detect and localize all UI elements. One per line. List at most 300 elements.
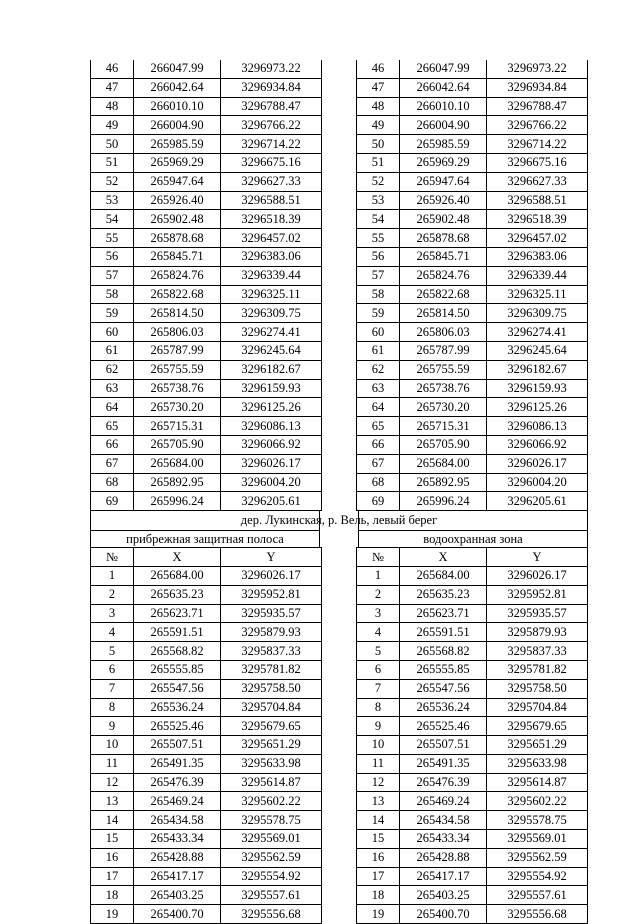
x-coordinate-cell: 265892.95 <box>134 473 221 492</box>
point-number-cell: 48 <box>357 97 400 116</box>
x-coordinate-cell: 265417.17 <box>134 867 221 886</box>
table-row <box>357 435 588 454</box>
y-coordinate-cell: 3296086.13 <box>221 417 322 436</box>
y-coordinate-cell: 3295758.50 <box>487 679 588 698</box>
table-row <box>91 660 322 679</box>
table-row <box>91 379 322 398</box>
header-row <box>91 548 322 567</box>
top-right-table <box>356 60 588 511</box>
point-number-cell: 3 <box>91 604 134 623</box>
x-coordinate-cell: 265738.76 <box>400 379 487 398</box>
point-number-cell: 64 <box>91 398 134 417</box>
y-coordinate-cell: 3296973.22 <box>221 60 322 78</box>
x-coordinate-cell: 265428.88 <box>134 848 221 867</box>
table-row <box>91 285 322 304</box>
table-row <box>357 304 588 323</box>
y-coordinate-cell: 3296325.11 <box>221 285 322 304</box>
bottom-left-table <box>90 547 322 924</box>
y-coordinate-cell: 3296627.33 <box>221 172 322 191</box>
point-number-cell: 62 <box>91 360 134 379</box>
x-coordinate-cell: 265555.85 <box>134 660 221 679</box>
x-coordinate-cell: 265635.23 <box>400 585 487 604</box>
y-coordinate-cell: 3296159.93 <box>221 379 322 398</box>
y-coordinate-cell: 3296934.84 <box>221 78 322 97</box>
point-number-cell: 58 <box>357 285 400 304</box>
x-coordinate-cell: 265755.59 <box>134 360 221 379</box>
table-row <box>357 905 588 924</box>
table-row <box>91 905 322 924</box>
x-coordinate-cell: 265738.76 <box>134 379 221 398</box>
table-row <box>357 266 588 285</box>
y-header: Y <box>221 548 322 567</box>
x-coordinate-cell: 265902.48 <box>134 210 221 229</box>
table-row <box>91 754 322 773</box>
y-coordinate-cell: 3295633.98 <box>487 754 588 773</box>
x-coordinate-cell: 265536.24 <box>134 698 221 717</box>
y-coordinate-cell: 3296205.61 <box>487 492 588 511</box>
point-number-cell: 69 <box>357 492 400 511</box>
table-row <box>357 585 588 604</box>
y-coordinate-cell: 3295837.33 <box>487 642 588 661</box>
table-row <box>91 473 322 492</box>
x-coordinate-cell: 265469.24 <box>400 792 487 811</box>
y-coordinate-cell: 3295614.87 <box>221 773 322 792</box>
x-coordinate-cell: 265491.35 <box>400 754 487 773</box>
y-coordinate-cell: 3296125.26 <box>221 398 322 417</box>
y-coordinate-cell: 3295879.93 <box>221 623 322 642</box>
x-coordinate-cell: 265635.23 <box>134 585 221 604</box>
y-coordinate-cell: 3296026.17 <box>221 566 322 585</box>
point-number-cell: 63 <box>91 379 134 398</box>
x-coordinate-cell: 265417.17 <box>400 867 487 886</box>
y-coordinate-cell: 3296086.13 <box>487 417 588 436</box>
point-number-cell: 14 <box>357 811 400 830</box>
y-coordinate-cell: 3296159.93 <box>487 379 588 398</box>
x-coordinate-cell: 266004.90 <box>134 116 221 135</box>
point-number-cell: 62 <box>357 360 400 379</box>
x-coordinate-cell: 265824.76 <box>134 266 221 285</box>
table-row <box>357 566 588 585</box>
x-coordinate-cell: 265684.00 <box>134 566 221 585</box>
x-coordinate-cell: 265433.34 <box>134 830 221 849</box>
point-number-cell: 4 <box>357 623 400 642</box>
table-row <box>91 153 322 172</box>
y-coordinate-cell: 3296973.22 <box>487 60 588 78</box>
x-coordinate-cell: 265403.25 <box>400 886 487 905</box>
y-coordinate-cell: 3296066.92 <box>487 435 588 454</box>
point-number-cell: 64 <box>357 398 400 417</box>
table-row <box>91 360 322 379</box>
point-number-cell: 49 <box>357 116 400 135</box>
y-coordinate-cell: 3296383.06 <box>221 247 322 266</box>
x-coordinate-cell: 265684.00 <box>400 566 487 585</box>
y-coordinate-cell: 3295781.82 <box>221 660 322 679</box>
table-row <box>91 454 322 473</box>
table-row <box>357 285 588 304</box>
table-row <box>91 398 322 417</box>
point-number-cell: 5 <box>357 642 400 661</box>
table-row <box>357 642 588 661</box>
table-row <box>91 736 322 755</box>
point-number-cell: 51 <box>357 153 400 172</box>
table-row <box>91 566 322 585</box>
y-coordinate-cell: 3296026.17 <box>487 454 588 473</box>
table-row <box>91 698 322 717</box>
x-coordinate-cell: 266004.90 <box>400 116 487 135</box>
table-row <box>357 379 588 398</box>
y-coordinate-cell: 3296675.16 <box>221 153 322 172</box>
x-coordinate-cell: 265822.68 <box>400 285 487 304</box>
point-number-cell: 12 <box>357 773 400 792</box>
y-coordinate-cell: 3295679.65 <box>221 717 322 736</box>
top-tables <box>90 60 588 511</box>
table-row <box>357 341 588 360</box>
point-number-cell: 15 <box>91 830 134 849</box>
table-row <box>91 717 322 736</box>
y-coordinate-cell: 3295562.59 <box>487 848 588 867</box>
x-coordinate-cell: 265787.99 <box>400 341 487 360</box>
table-row <box>91 811 322 830</box>
point-number-cell: 46 <box>91 60 134 78</box>
point-number-cell: 56 <box>91 247 134 266</box>
table-row <box>91 585 322 604</box>
point-number-cell: 8 <box>357 698 400 717</box>
table-row <box>91 210 322 229</box>
point-number-cell: 1 <box>357 566 400 585</box>
point-number-cell: 68 <box>357 473 400 492</box>
x-coordinate-cell: 265814.50 <box>134 304 221 323</box>
y-coordinate-cell: 3295556.68 <box>221 905 322 924</box>
y-coordinate-cell: 3295679.65 <box>487 717 588 736</box>
table-row <box>357 323 588 342</box>
point-number-cell: 18 <box>91 886 134 905</box>
x-coordinate-cell: 265476.39 <box>134 773 221 792</box>
y-coordinate-cell: 3295557.61 <box>221 886 322 905</box>
table-row <box>91 247 322 266</box>
point-number-cell: 56 <box>357 247 400 266</box>
x-coordinate-cell: 266010.10 <box>400 97 487 116</box>
x-coordinate-cell: 265433.34 <box>400 830 487 849</box>
y-coordinate-cell: 3295569.01 <box>487 830 588 849</box>
table-row <box>357 454 588 473</box>
table-row <box>91 792 322 811</box>
bottom-tables <box>90 547 588 924</box>
x-coordinate-cell: 265902.48 <box>400 210 487 229</box>
point-number-cell: 3 <box>357 604 400 623</box>
y-coordinate-cell: 3295651.29 <box>487 736 588 755</box>
point-number-cell: 58 <box>91 285 134 304</box>
point-number-cell: 50 <box>357 135 400 154</box>
table-row <box>357 830 588 849</box>
x-coordinate-cell: 265547.56 <box>400 679 487 698</box>
point-number-cell: 11 <box>91 754 134 773</box>
y-coordinate-cell: 3296205.61 <box>221 492 322 511</box>
table-row <box>357 229 588 248</box>
top-left-table <box>90 60 322 511</box>
x-coordinate-cell: 265715.31 <box>134 417 221 436</box>
y-coordinate-cell: 3295879.93 <box>487 623 588 642</box>
y-coordinate-cell: 3296788.47 <box>487 97 588 116</box>
table-row <box>357 60 588 78</box>
table-row <box>91 417 322 436</box>
table-row <box>357 773 588 792</box>
number-header: № <box>357 548 400 567</box>
x-coordinate-cell: 265525.46 <box>134 717 221 736</box>
y-coordinate-cell: 3295554.92 <box>221 867 322 886</box>
table-row <box>357 398 588 417</box>
table-row <box>91 97 322 116</box>
x-coordinate-cell: 265555.85 <box>400 660 487 679</box>
x-coordinate-cell: 265892.95 <box>400 473 487 492</box>
x-coordinate-cell: 265787.99 <box>134 341 221 360</box>
y-coordinate-cell: 3296245.64 <box>487 341 588 360</box>
y-header: Y <box>487 548 588 567</box>
number-header: № <box>91 548 134 567</box>
table-row <box>357 623 588 642</box>
point-number-cell: 7 <box>91 679 134 698</box>
y-coordinate-cell: 3296766.22 <box>487 116 588 135</box>
x-coordinate-cell: 266010.10 <box>134 97 221 116</box>
table-row <box>357 473 588 492</box>
y-coordinate-cell: 3295952.81 <box>487 585 588 604</box>
x-coordinate-cell: 265824.76 <box>400 266 487 285</box>
x-coordinate-cell: 265547.56 <box>134 679 221 698</box>
x-header: X <box>400 548 487 567</box>
table-row <box>91 435 322 454</box>
table-row <box>91 773 322 792</box>
point-number-cell: 17 <box>357 867 400 886</box>
point-number-cell: 60 <box>357 323 400 342</box>
table-row <box>91 172 322 191</box>
point-number-cell: 50 <box>91 135 134 154</box>
table-row <box>357 135 588 154</box>
point-number-cell: 65 <box>91 417 134 436</box>
x-coordinate-cell: 265434.58 <box>400 811 487 830</box>
table-row <box>357 97 588 116</box>
x-coordinate-cell: 265525.46 <box>400 717 487 736</box>
x-coordinate-cell: 265684.00 <box>134 454 221 473</box>
table-row <box>91 492 322 511</box>
y-coordinate-cell: 3296026.17 <box>221 454 322 473</box>
point-number-cell: 6 <box>91 660 134 679</box>
point-number-cell: 9 <box>357 717 400 736</box>
right-zone-heading: водоохранная зона <box>358 530 588 547</box>
x-coordinate-cell: 265591.51 <box>134 623 221 642</box>
table-row <box>91 848 322 867</box>
x-coordinate-cell: 265491.35 <box>134 754 221 773</box>
x-coordinate-cell: 265730.20 <box>134 398 221 417</box>
y-coordinate-cell: 3296627.33 <box>487 172 588 191</box>
table-row <box>91 867 322 886</box>
table-row <box>91 191 322 210</box>
y-coordinate-cell: 3296788.47 <box>221 97 322 116</box>
y-coordinate-cell: 3295633.98 <box>221 754 322 773</box>
point-number-cell: 17 <box>91 867 134 886</box>
point-number-cell: 13 <box>357 792 400 811</box>
y-coordinate-cell: 3296339.44 <box>487 266 588 285</box>
table-row <box>91 229 322 248</box>
point-number-cell: 5 <box>91 642 134 661</box>
point-number-cell: 14 <box>91 811 134 830</box>
x-coordinate-cell: 265947.64 <box>134 172 221 191</box>
x-coordinate-cell: 265715.31 <box>400 417 487 436</box>
point-number-cell: 4 <box>91 623 134 642</box>
table-row <box>91 623 322 642</box>
y-coordinate-cell: 3296518.39 <box>487 210 588 229</box>
point-number-cell: 15 <box>357 830 400 849</box>
y-coordinate-cell: 3296766.22 <box>221 116 322 135</box>
y-coordinate-cell: 3296325.11 <box>487 285 588 304</box>
point-number-cell: 57 <box>91 266 134 285</box>
table-row <box>357 698 588 717</box>
x-coordinate-cell: 265814.50 <box>400 304 487 323</box>
x-coordinate-cell: 265591.51 <box>400 623 487 642</box>
table-row <box>91 341 322 360</box>
x-coordinate-cell: 265806.03 <box>134 323 221 342</box>
x-header: X <box>134 548 221 567</box>
y-coordinate-cell: 3295935.57 <box>221 604 322 623</box>
point-number-cell: 54 <box>357 210 400 229</box>
x-coordinate-cell: 265623.71 <box>400 604 487 623</box>
table-row <box>357 210 588 229</box>
y-coordinate-cell: 3296004.20 <box>221 473 322 492</box>
table-row <box>357 492 588 511</box>
y-coordinate-cell: 3296675.16 <box>487 153 588 172</box>
table-row <box>357 886 588 905</box>
x-coordinate-cell: 265878.68 <box>400 229 487 248</box>
y-coordinate-cell: 3296457.02 <box>487 229 588 248</box>
table-row <box>357 867 588 886</box>
point-number-cell: 54 <box>91 210 134 229</box>
table-row <box>91 679 322 698</box>
x-coordinate-cell: 265985.59 <box>134 135 221 154</box>
table-row <box>357 754 588 773</box>
y-coordinate-cell: 3295704.84 <box>221 698 322 717</box>
x-coordinate-cell: 265469.24 <box>134 792 221 811</box>
x-coordinate-cell: 265568.82 <box>400 642 487 661</box>
x-coordinate-cell: 265845.71 <box>134 247 221 266</box>
point-number-cell: 57 <box>357 266 400 285</box>
zone-headings <box>90 530 588 547</box>
point-number-cell: 2 <box>357 585 400 604</box>
y-coordinate-cell: 3296274.41 <box>487 323 588 342</box>
table-row <box>91 60 322 78</box>
y-coordinate-cell: 3295578.75 <box>487 811 588 830</box>
point-number-cell: 13 <box>91 792 134 811</box>
y-coordinate-cell: 3296004.20 <box>487 473 588 492</box>
x-coordinate-cell: 266042.64 <box>400 78 487 97</box>
point-number-cell: 69 <box>91 492 134 511</box>
x-coordinate-cell: 265985.59 <box>400 135 487 154</box>
point-number-cell: 53 <box>357 191 400 210</box>
point-number-cell: 63 <box>357 379 400 398</box>
x-coordinate-cell: 265428.88 <box>400 848 487 867</box>
section-title-bar <box>90 511 588 530</box>
x-coordinate-cell: 266042.64 <box>134 78 221 97</box>
point-number-cell: 59 <box>357 304 400 323</box>
x-coordinate-cell: 265705.90 <box>134 435 221 454</box>
point-number-cell: 10 <box>91 736 134 755</box>
y-coordinate-cell: 3296125.26 <box>487 398 588 417</box>
point-number-cell: 9 <box>91 717 134 736</box>
y-coordinate-cell: 3295556.68 <box>487 905 588 924</box>
table-row <box>357 417 588 436</box>
y-coordinate-cell: 3295602.22 <box>221 792 322 811</box>
y-coordinate-cell: 3296274.41 <box>221 323 322 342</box>
table-row <box>91 642 322 661</box>
x-coordinate-cell: 265684.00 <box>400 454 487 473</box>
y-coordinate-cell: 3296309.75 <box>487 304 588 323</box>
table-row <box>357 811 588 830</box>
point-number-cell: 53 <box>91 191 134 210</box>
y-coordinate-cell: 3295704.84 <box>487 698 588 717</box>
y-coordinate-cell: 3295651.29 <box>221 736 322 755</box>
point-number-cell: 67 <box>91 454 134 473</box>
table-row <box>357 604 588 623</box>
point-number-cell: 19 <box>357 905 400 924</box>
table-row <box>91 135 322 154</box>
y-coordinate-cell: 3295758.50 <box>221 679 322 698</box>
point-number-cell: 55 <box>357 229 400 248</box>
table-row <box>357 78 588 97</box>
y-coordinate-cell: 3296245.64 <box>221 341 322 360</box>
x-coordinate-cell: 265755.59 <box>400 360 487 379</box>
y-coordinate-cell: 3295837.33 <box>221 642 322 661</box>
y-coordinate-cell: 3296339.44 <box>221 266 322 285</box>
x-coordinate-cell: 265705.90 <box>400 435 487 454</box>
table-row <box>357 360 588 379</box>
point-number-cell: 18 <box>357 886 400 905</box>
table-row <box>357 736 588 755</box>
table-row <box>357 247 588 266</box>
y-coordinate-cell: 3295569.01 <box>221 830 322 849</box>
y-coordinate-cell: 3296383.06 <box>487 247 588 266</box>
y-coordinate-cell: 3295557.61 <box>487 886 588 905</box>
point-number-cell: 52 <box>357 172 400 191</box>
section-title: дер. Лукинская, р. Вель, левый берег <box>240 513 438 528</box>
x-coordinate-cell: 265623.71 <box>134 604 221 623</box>
y-coordinate-cell: 3295554.92 <box>487 867 588 886</box>
y-coordinate-cell: 3295614.87 <box>487 773 588 792</box>
table-row <box>357 172 588 191</box>
x-coordinate-cell: 265476.39 <box>400 773 487 792</box>
y-coordinate-cell: 3295935.57 <box>487 604 588 623</box>
coordinates-document <box>90 60 588 924</box>
y-coordinate-cell: 3295602.22 <box>487 792 588 811</box>
y-coordinate-cell: 3296182.67 <box>487 360 588 379</box>
point-number-cell: 2 <box>91 585 134 604</box>
y-coordinate-cell: 3296588.51 <box>487 191 588 210</box>
point-number-cell: 49 <box>91 116 134 135</box>
table-row <box>357 116 588 135</box>
y-coordinate-cell: 3296714.22 <box>487 135 588 154</box>
table-row <box>91 886 322 905</box>
table-row <box>91 116 322 135</box>
x-coordinate-cell: 265806.03 <box>400 323 487 342</box>
header-row <box>357 548 588 567</box>
table-row <box>91 266 322 285</box>
bottom-right-table <box>356 547 588 924</box>
y-coordinate-cell: 3296518.39 <box>221 210 322 229</box>
point-number-cell: 61 <box>357 341 400 360</box>
point-number-cell: 47 <box>357 78 400 97</box>
y-coordinate-cell: 3296588.51 <box>221 191 322 210</box>
point-number-cell: 16 <box>357 848 400 867</box>
point-number-cell: 48 <box>91 97 134 116</box>
y-coordinate-cell: 3296714.22 <box>221 135 322 154</box>
point-number-cell: 51 <box>91 153 134 172</box>
x-coordinate-cell: 265969.29 <box>400 153 487 172</box>
